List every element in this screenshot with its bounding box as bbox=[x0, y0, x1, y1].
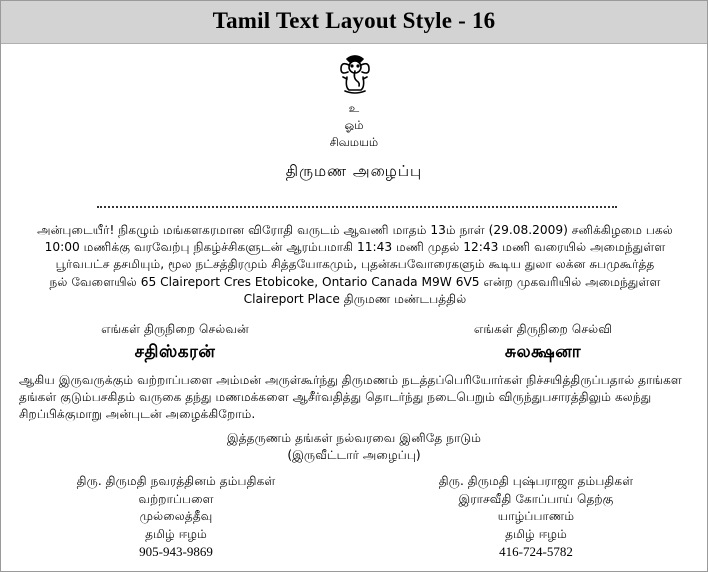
intro-line: Claireport Place திருமண மண்டபத்தில் bbox=[243, 291, 467, 306]
right-family-name: திரு. திருமதி புஷ்பராஜா தம்பதிகள் bbox=[438, 474, 634, 488]
closing-line: இத்தருணம் தங்கள் நல்வரவை இனிதே நாடும் bbox=[226, 431, 482, 445]
blessing-line: ஆகிய இருவருக்கும் வற்றாப்பளை அம்மன் அருள்கூர்ந்து திருமணம் நடத்தப்பெரியோர்கள் நிச்சயித்திருப்பதால் தாங்கள bbox=[19, 373, 682, 387]
blessing-line: சிறப்பிக்குமாறு அன்புடன் அழைக்கிறோம். bbox=[19, 407, 256, 422]
bride-block bbox=[443, 322, 643, 364]
right-family-place1: இராசவீதி கோப்பாய் தெற்கு bbox=[458, 491, 614, 506]
blessing-line: தங்கள் குடும்பசகிதம் வருகை தந்து மணமக்களை ஆசீர்வதித்து தொடர்ந்து நடைபெறும் விருந்துபசாரத்திலும் கலந்து bbox=[19, 390, 652, 405]
invitation-title: திருமண அழைப்பு bbox=[285, 162, 423, 180]
right-family-phone: 416-724-5782 bbox=[499, 544, 573, 559]
right-family-block bbox=[391, 473, 681, 561]
bride-name: சுலக்ஷனா bbox=[504, 342, 582, 362]
invocation-om: ஓம் bbox=[344, 118, 364, 132]
page-title: Tamil Text Layout Style - 16 bbox=[212, 8, 496, 33]
right-family-place2: யாழ்ப்பாணம் bbox=[497, 509, 575, 523]
left-family-block bbox=[31, 473, 321, 561]
intro-line: 10:00 மணிக்கு வரவேற்பு நிகழ்ச்சிகளுடன் ஆரம்பமாகி 11:43 மணி முதல் 12:43 மணி வரையில் அமைந்துள்ள bbox=[44, 240, 666, 255]
intro-line: நல் வேளையில் 65 Claireport Cres Etobicoke, Ontario Canada M9W 6V5 என்ற முகவரியில் அமைந்துள்ள bbox=[49, 274, 661, 289]
left-family-country: தமிழ் ஈழம் bbox=[145, 526, 207, 541]
dotted-divider bbox=[97, 206, 617, 208]
groom-label: எங்கள் திருநிறை செல்வன் bbox=[101, 322, 249, 336]
invocation-u: உ bbox=[348, 101, 360, 115]
groom-block bbox=[75, 322, 275, 364]
right-family-country: தமிழ் ஈழம் bbox=[505, 526, 567, 541]
left-family-name: திரு. திருமதி நவரத்தினம் தம்பதிகள் bbox=[76, 474, 276, 488]
intro-line: அன்புடையீர்! நிகழும் மங்களகரமான விரோதி வருடம் ஆவணி மாதம் 13ம் நாள் (29.08.2009) சனிக்கிழமை பகல் bbox=[37, 223, 673, 237]
left-family-phone: 905-943-9869 bbox=[139, 544, 213, 559]
header-bar bbox=[1, 1, 707, 44]
left-family-place2: முல்லைத்தீவு bbox=[139, 509, 213, 523]
bride-label: எங்கள் திருநிறை செல்வி bbox=[473, 322, 613, 336]
blessing-paragraph bbox=[19, 372, 699, 424]
intro-line: பூர்வபட்ச தசமியும், மூல நட்சத்திரமும் சித்தயோகமும், புதன்சுபவோரைகளும் கூடிய துலா லக்ன சுபமுகூர்த்த bbox=[55, 257, 655, 272]
invocation-sivamayam: சிவமயம் bbox=[329, 135, 379, 149]
left-family-place1: வற்றாப்பளை bbox=[138, 491, 214, 506]
groom-name: சதிஸ்கரன் bbox=[134, 342, 216, 362]
ganesha-icon bbox=[337, 53, 373, 95]
intro-paragraph bbox=[15, 222, 695, 308]
closing-subline: (இருவீட்டார் அழைப்பு) bbox=[287, 448, 421, 462]
